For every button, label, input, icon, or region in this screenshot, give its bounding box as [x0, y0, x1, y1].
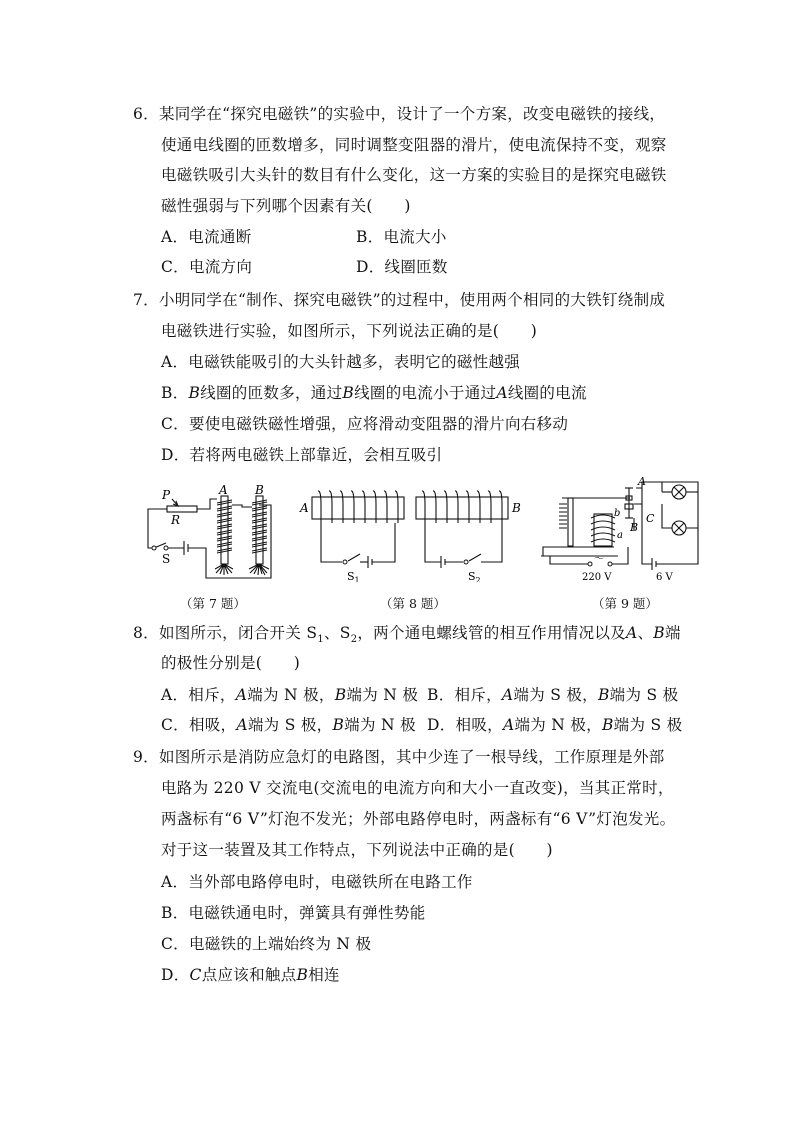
q6-option-d: D．线圈匝数 — [356, 258, 448, 276]
fig9-label-c: C — [646, 512, 655, 525]
q7-line-2: 电磁铁进行实验，如图所示，下列说法正确的是( ) — [161, 322, 538, 340]
q7-option-c: C．要使电磁铁磁性增强，应将滑动变阻器的滑片向右移动 — [161, 415, 569, 433]
q9-option-d: D．C点应该和触点B相连 — [161, 966, 340, 984]
fig9-label-a: A — [638, 475, 646, 488]
q6-line-3: 电磁铁吸引大头针的数目有什么变化，这一方案的实验目的是探究电磁铁 — [161, 166, 667, 184]
figure-7-electromagnet-circuit — [140, 485, 285, 585]
q9-line-1: 9．如图所示是消防应急灯的电路图，其中少连了一根导线，工作原理是外部 — [133, 748, 665, 766]
figure-9-caption: （第 9 题） — [592, 596, 658, 611]
figure-7-caption: （第 7 题） — [180, 596, 246, 611]
fig9-label-b: B — [630, 521, 639, 534]
q9-line-2: 电路为 220 V 交流电(交流电的电流方向和大小一直改变)，当其正常时， — [161, 779, 674, 797]
q7-option-b: B．B线圈的匝数多，通过B线圈的电流小于通过A线圈的电流 — [161, 384, 587, 402]
figure-8-caption: （第 8 题） — [380, 596, 446, 611]
q7-option-a: A．电磁铁能吸引的大头针越多，表明它的磁性越强 — [161, 353, 521, 371]
q6-option-b: B．电流大小 — [356, 228, 447, 246]
fig9-label-b-lower: b — [614, 508, 621, 519]
fig9-label-6v: 6 V — [656, 572, 673, 583]
q6-option-c: C．电流方向 — [161, 258, 253, 276]
q6-line-2: 使通电线圈的匝数增多，同时调整变阻器的滑片，使电流保持不变，观察 — [161, 136, 667, 154]
fig8-label-s1: $S_1$ — [347, 570, 360, 582]
fig7-label-p: P — [162, 488, 171, 502]
q8-line-2: 的极性分别是( ) — [161, 654, 301, 672]
q9-option-c: C．电磁铁的上端始终为 N 极 — [161, 935, 372, 953]
q9-option-a: A．当外部电路停电时，电磁铁所在电路工作 — [161, 873, 473, 891]
q8-option-a: A．相斥，A端为 N 极，B端为 N 极 — [161, 686, 419, 704]
q8-option-b: B．相斥，A端为 S 极，B端为 S 极 — [427, 686, 679, 704]
fig7-label-a: A — [219, 485, 228, 497]
q6-line-1: 6．某同学在“探究电磁铁”的实验中，设计了一个方案，改变电磁铁的接线， — [133, 105, 666, 123]
q6-option-a: A．电流通断 — [161, 228, 252, 246]
fig8-label-s2: $S_2$ — [468, 570, 481, 582]
fig7-label-s: S — [162, 552, 171, 566]
q8-option-c: C．相吸，A端为 S 极，B端为 N 极 — [161, 716, 416, 734]
q8-option-d: D．相吸，A端为 N 极，B端为 S 极 — [427, 716, 683, 734]
q9-line-3: 两盏标有“6 V”灯泡不发光；外部电路停电时，两盏标有“6 V”灯泡发光。 — [161, 810, 676, 828]
q6-line-4: 磁性强弱与下列哪个因素有关( ) — [161, 197, 411, 215]
q7-option-d: D．若将两电磁铁上部靠近，会相互吸引 — [161, 446, 443, 464]
fig9-ac-symbol: ～ — [594, 554, 604, 565]
q9-option-b: B．电磁铁通电时，弹簧具有弹性势能 — [161, 904, 426, 922]
fig9-label-a-lower: a — [617, 530, 623, 541]
q8-line-1: 8．如图所示，闭合开关 $S_1$、$S_2$，两个通电螺线管的相互作用情况以及A、B端 — [133, 624, 681, 646]
fig8-label-a: A — [300, 501, 309, 515]
figure-9-emergency-light-circuit — [538, 474, 708, 586]
q9-line-4: 对于这一装置及其工作特点，下列说法中正确的是( ) — [161, 841, 553, 859]
fig7-label-r: R — [171, 513, 181, 527]
fig8-label-b: B — [512, 501, 521, 515]
fig9-label-220v: 220 V — [582, 572, 612, 583]
q7-line-1: 7．小明同学在“制作、探究电磁铁”的过程中，使用两个相同的大铁钉绕制成 — [133, 291, 666, 309]
figure-8-solenoids — [298, 487, 523, 582]
fig7-label-b: B — [255, 485, 264, 497]
